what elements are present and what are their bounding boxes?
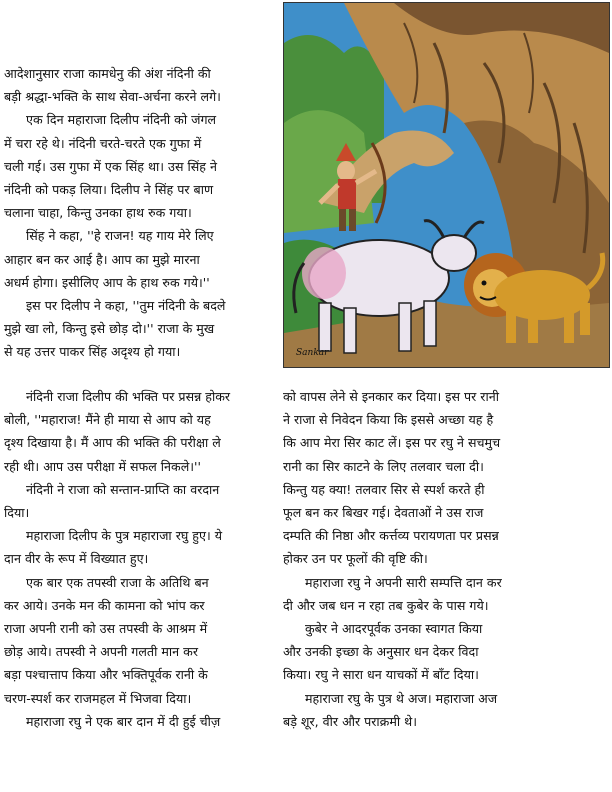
text-line: दृश्य दिखाया है। मैं आप की भक्ति की परीक्षा ले (4, 435, 221, 451)
paragraph (4, 224, 276, 294)
paragraph (4, 710, 276, 733)
text-line: होकर उन पर फूलों की वृष्टि की। (283, 551, 428, 567)
text-line: महाराजा रघु ने अपनी सारी सम्पत्ति दान कर (305, 574, 502, 590)
paragraph (283, 687, 605, 733)
paragraph (4, 108, 276, 224)
text-line: मुझे खा लो, किन्तु इसे छोड़ दो।'' राजा के मुख (4, 321, 215, 337)
text-line: राजा अपनी रानी को उस तपस्वी के आश्रम में (4, 621, 208, 637)
text-line: किन्तु यह क्या! तलवार सिर से स्पर्श करते ही (283, 481, 485, 497)
text-line: दान वीर के रूप में विख्यात हुए। (4, 551, 149, 567)
text-line: दम्पति की निष्ठा और कर्त्तव्य परायणता पर प्रसन्न (283, 528, 499, 544)
paragraph (4, 62, 276, 108)
left-column-bottom (4, 385, 276, 733)
text-line: नंदिनी को पकड़ लिया। दिलीप ने सिंह पर बाण (4, 182, 214, 198)
text-line: चरण-स्पर्श कर राजमहल में भिजवा दिया। (4, 690, 192, 706)
left-column-top (4, 62, 276, 364)
text-line: दिया। (4, 505, 30, 521)
text-line: रानी का सिर काटने के लिए तलवार चला दी। (283, 458, 484, 474)
text-line: बड़े शूर, वीर और पराक्रमी थे। (283, 713, 417, 729)
text-line: महाराजा रघु के पुत्र थे अज। महाराजा अज (305, 690, 498, 706)
text-line: कुबेर ने आदरपूर्वक उनका स्वागत किया (305, 621, 483, 637)
text-line: महाराजा रघु ने एक बार दान में दी हुई चीज़ (26, 713, 221, 729)
text-line: किया। रघु ने सारा धन याचकों में बाँट दिया। (283, 667, 479, 683)
text-line: अधर्म होगा। इसीलिए आप के हाथ रुक गये।'' (4, 274, 210, 290)
paragraph (283, 571, 605, 617)
text-line: आहार बन कर आई है। आप का मुझे मारना (4, 251, 200, 267)
text-line: फूल बन कर बिखर गई। देवताओं ने उस राज (283, 505, 484, 521)
text-line: कि आप मेरा सिर काट लें। इस पर रघु ने सचमुच (283, 435, 501, 451)
text-line: एक दिन महाराजा दिलीप नंदिनी को जंगल (26, 112, 217, 128)
right-column (283, 385, 605, 733)
paragraph (4, 478, 276, 524)
paragraph (4, 385, 276, 478)
text-line: ने राजा से निवेदन किया कि इससे अच्छा यह है (283, 412, 494, 428)
text-line: चलाना चाहा, किन्तु उनका हाथ रुक गया। (4, 205, 192, 221)
text-line: आदेशानुसार राजा कामधेनु की अंश नंदिनी की (4, 66, 211, 81)
text-line: दी और जब धन न रहा तब कुबेर के पास गये। (283, 597, 489, 613)
text-line: और उनकी इच्छा के अनुसार धन देकर विदा (283, 644, 479, 660)
text-line: एक बार एक तपस्वी राजा के अतिथि बन (26, 574, 209, 590)
text-line: इस पर दिलीप ने कहा, ''तुम नंदिनी के बदले (26, 298, 226, 314)
paragraph (283, 385, 605, 571)
paragraph (283, 617, 605, 687)
paragraph (4, 571, 276, 710)
text-line: को वापस लेने से इनकार कर दिया। इस पर रानी (283, 389, 499, 404)
text-line: सिंह ने कहा, ''हे राजन! यह गाय मेरे लिए (26, 228, 214, 244)
svg-text:Sankar: Sankar (296, 348, 329, 358)
text-line: चली गई। उस गुफा में एक सिंह था। उस सिंह ने (4, 158, 217, 174)
text-line: में चरा रहे थे। नंदिनी चरते-चरते एक गुफा में (4, 135, 202, 151)
text-line: बड़ी श्रद्धा-भक्ति के साथ सेवा-अर्चना करने लगे। (4, 89, 221, 105)
text-line: नंदिनी ने राजा को सन्तान-प्राप्ति का वरदान (26, 481, 220, 497)
text-line: से यह उत्तर पाकर सिंह अदृश्य हो गया। (4, 344, 181, 360)
text-line: बड़ा पश्चात्ताप किया और भक्तिपूर्वक रानी के (4, 667, 208, 683)
text-line: नंदिनी राजा दिलीप की भक्ति पर प्रसन्न होकर (26, 389, 231, 404)
text-line: महाराजा दिलीप के पुत्र महाराजा रघु हुए। ये (26, 528, 223, 544)
text-line: बोली, ''महाराज! मैंने ही माया से आप को यह (4, 412, 211, 428)
paragraph (4, 294, 276, 364)
text-line: छोड़ आये। तपस्वी ने अपनी गलती मान कर (4, 644, 198, 660)
text-line: कर आये। उनके मन की कामना को भांप कर (4, 597, 205, 613)
text-line: रही थी। आप उस परीक्षा में सफल निकले।'' (4, 458, 201, 474)
story-illustration (283, 2, 610, 368)
paragraph (4, 524, 276, 570)
